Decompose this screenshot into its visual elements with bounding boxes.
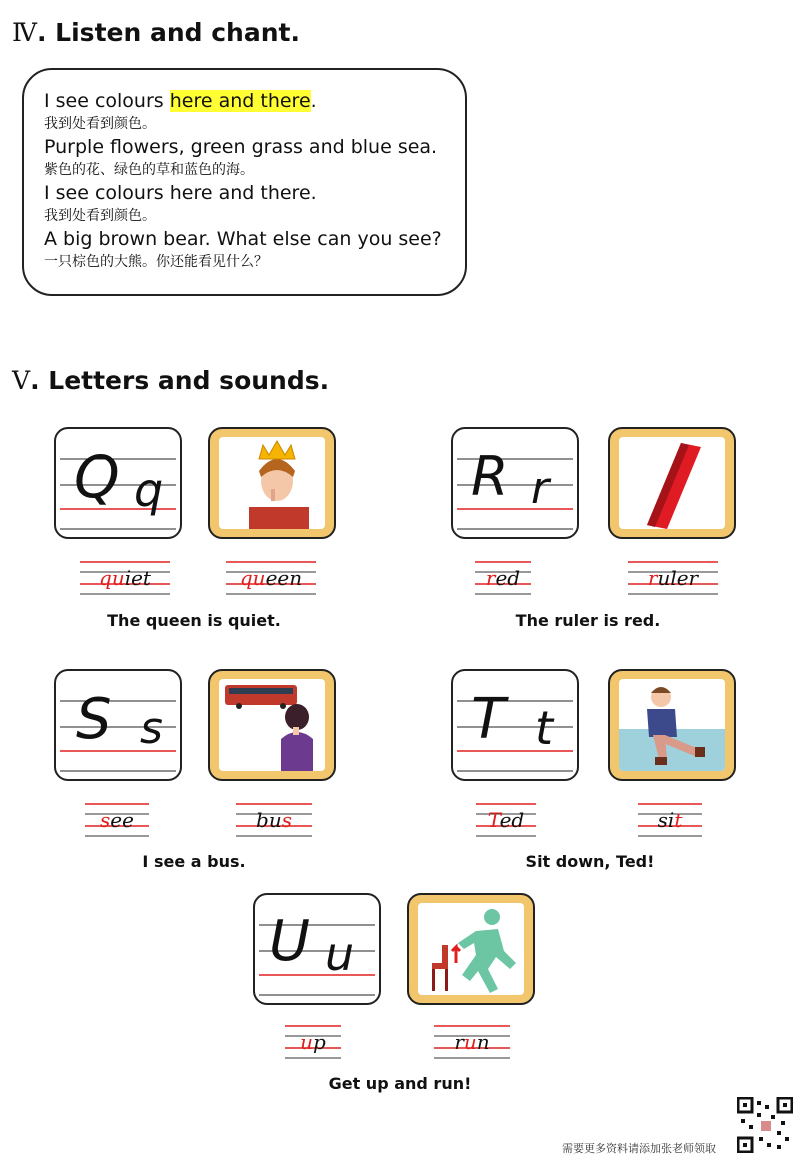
section-5-heading bbox=[12, 366, 329, 395]
lowercase-letter: u bbox=[325, 927, 355, 981]
section-5-title: . Letters and sounds. bbox=[30, 366, 330, 395]
chant-line-2: Purple flowers, green grass and blue sea. bbox=[44, 136, 438, 158]
word-ruler bbox=[628, 558, 718, 598]
word-red-part: qu bbox=[99, 566, 125, 590]
section-4-heading bbox=[12, 18, 300, 47]
sentence-t: Sit down, Ted! bbox=[525, 852, 655, 871]
chant-box bbox=[22, 68, 467, 296]
word-red-part: s bbox=[281, 808, 292, 832]
word-see bbox=[85, 800, 175, 840]
word-rest: p bbox=[313, 1030, 326, 1054]
word-rest: n bbox=[476, 1030, 490, 1054]
ruler-icon bbox=[619, 437, 725, 529]
chant-line-1-cn: 我到处看到颜色。 bbox=[44, 116, 156, 132]
chant-line-4: A big brown bear. What else can you see? bbox=[44, 228, 442, 250]
word-sit bbox=[638, 800, 728, 840]
word-red-part: t bbox=[674, 808, 683, 832]
chant-line-4-cn: 一只棕色的大熊。你还能看见什么？ bbox=[44, 254, 268, 270]
word-rest: een bbox=[265, 566, 303, 590]
word-red-part: r bbox=[485, 566, 496, 590]
word-quiet bbox=[80, 558, 170, 598]
letter-card-t bbox=[451, 669, 579, 781]
word-prefix: r bbox=[454, 1030, 464, 1054]
bus-icon bbox=[219, 679, 325, 771]
lowercase-letter: q bbox=[134, 463, 164, 517]
letter-card-u bbox=[253, 893, 381, 1005]
word-rest: ed bbox=[495, 566, 521, 590]
word-ted bbox=[476, 800, 566, 840]
word-prefix: bu bbox=[256, 808, 282, 832]
chant-line-3: I see colours here and there. bbox=[44, 182, 317, 204]
letter-card-r bbox=[451, 427, 579, 539]
word-red-part: u bbox=[300, 1030, 314, 1054]
sentence-u: Get up and run! bbox=[328, 1074, 472, 1093]
word-red bbox=[475, 558, 565, 598]
chant-line-3-cn: 我到处看到颜色。 bbox=[44, 208, 156, 224]
word-rest: ed bbox=[499, 808, 525, 832]
picture-card-bus bbox=[208, 669, 336, 781]
word-prefix: si bbox=[657, 808, 675, 832]
chant-highlight: here and there bbox=[169, 90, 311, 112]
sentence-s: I see a bus. bbox=[142, 852, 246, 871]
footer-note: 需要更多资料请添加张老师领取 bbox=[562, 1142, 716, 1155]
word-bus bbox=[236, 800, 326, 840]
boy-sitting-icon bbox=[619, 679, 725, 771]
run-sign-icon bbox=[418, 903, 524, 995]
uppercase-letter: Q bbox=[74, 443, 120, 511]
picture-card-run bbox=[407, 893, 535, 1005]
section-5-numeral: Ⅴ bbox=[12, 366, 31, 395]
picture-card-ruler bbox=[608, 427, 736, 539]
word-red-part: qu bbox=[239, 566, 266, 590]
queen-icon bbox=[219, 437, 325, 529]
lowercase-letter: s bbox=[140, 703, 163, 754]
word-up bbox=[285, 1022, 375, 1062]
section-4-numeral: Ⅳ bbox=[12, 18, 37, 47]
word-red-part: s bbox=[100, 808, 111, 832]
section-4-title: . Listen and chant. bbox=[36, 18, 300, 47]
uppercase-letter: T bbox=[471, 687, 506, 752]
uppercase-letter: S bbox=[76, 687, 112, 752]
sentence-q: The queen is quiet. bbox=[107, 611, 281, 630]
word-rest: ee bbox=[110, 808, 134, 832]
word-rest: iet bbox=[124, 566, 151, 590]
uppercase-letter: U bbox=[269, 909, 310, 974]
picture-card-queen bbox=[208, 427, 336, 539]
chant-line-1-start: I see colours bbox=[44, 90, 170, 112]
chant-line-2-cn: 紫色的花、绿色的草和蓝色的海。 bbox=[44, 162, 254, 178]
word-red-part: T bbox=[487, 808, 500, 832]
chant-line-1-end: . bbox=[310, 90, 317, 112]
letter-card-s bbox=[54, 669, 182, 781]
word-rest: uler bbox=[657, 566, 699, 590]
word-queen bbox=[226, 558, 316, 598]
lowercase-letter: t bbox=[535, 701, 554, 755]
sentence-r: The ruler is red. bbox=[515, 611, 661, 630]
word-red-part: u bbox=[463, 1030, 477, 1054]
lowercase-letter: r bbox=[531, 463, 550, 514]
word-run bbox=[434, 1022, 524, 1062]
uppercase-letter: R bbox=[471, 445, 509, 508]
qr-code-icon bbox=[737, 1097, 793, 1153]
letter-card-q bbox=[54, 427, 182, 539]
picture-card-sit bbox=[608, 669, 736, 781]
chant-line-1 bbox=[44, 88, 465, 114]
word-red-part: r bbox=[647, 566, 658, 590]
